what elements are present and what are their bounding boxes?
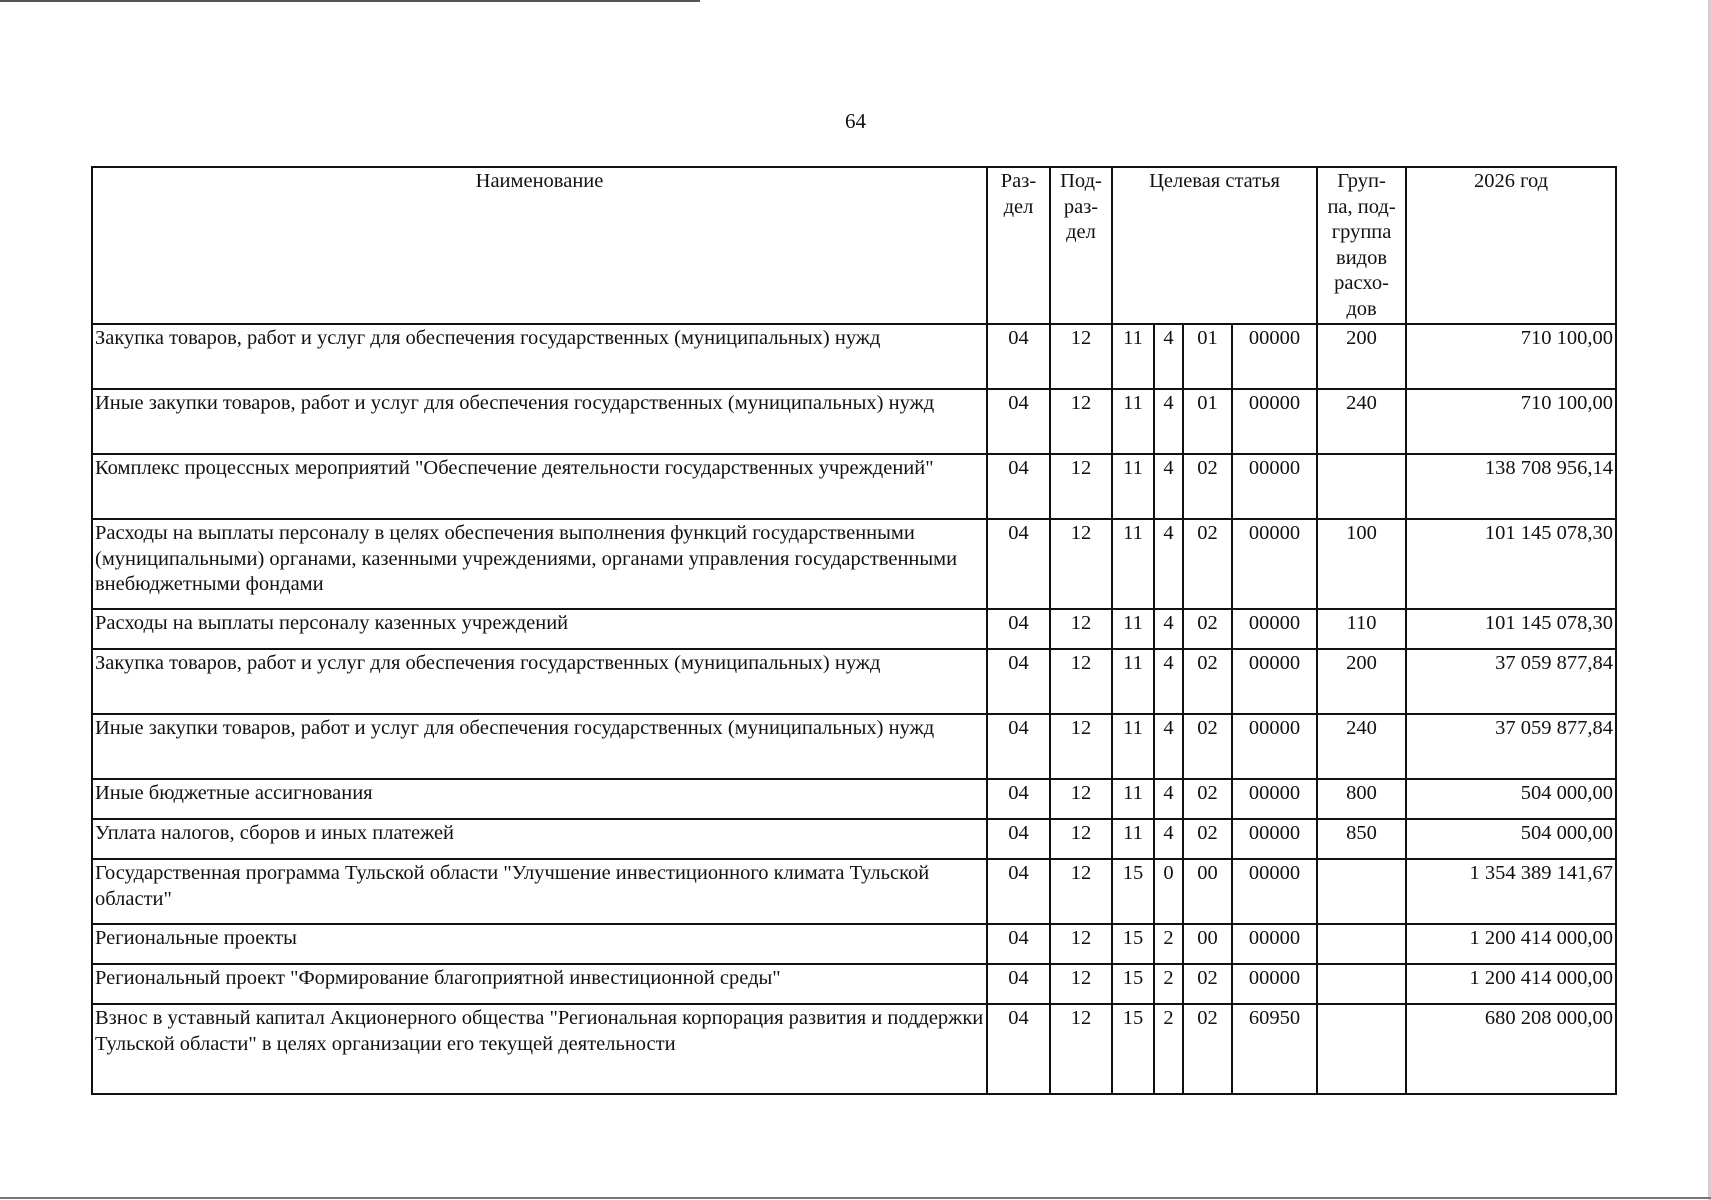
row-subsection: 12 <box>1050 714 1112 779</box>
table-row <box>92 964 1616 1004</box>
table-header-row <box>92 167 1616 324</box>
row-target-direction: 00000 <box>1232 819 1317 859</box>
row-expense-group <box>1317 859 1406 924</box>
row-section: 04 <box>987 389 1050 454</box>
row-target-type: 4 <box>1154 519 1183 609</box>
row-expense-group: 850 <box>1317 819 1406 859</box>
row-target-structure: 02 <box>1183 1004 1232 1094</box>
row-name: Уплата налогов, сборов и иных платежей <box>92 819 987 859</box>
row-expense-group: 200 <box>1317 324 1406 389</box>
row-target-direction: 00000 <box>1232 779 1317 819</box>
row-expense-group <box>1317 1004 1406 1094</box>
row-section: 04 <box>987 859 1050 924</box>
row-expense-group <box>1317 454 1406 519</box>
row-target-program: 11 <box>1112 519 1154 609</box>
row-name: Государственная программа Тульской области "Улучшение инвестиционного климата Тульской области" <box>92 859 987 924</box>
row-name: Закупка товаров, работ и услуг для обеспечения государственных (муниципальных) нужд <box>92 324 987 389</box>
row-subsection: 12 <box>1050 609 1112 649</box>
row-target-type: 2 <box>1154 924 1183 964</box>
row-subsection: 12 <box>1050 779 1112 819</box>
table-row <box>92 714 1616 779</box>
row-target-structure: 02 <box>1183 649 1232 714</box>
row-subsection: 12 <box>1050 1004 1112 1094</box>
row-name: Комплекс процессных мероприятий "Обеспечение деятельности государственных учреждений" <box>92 454 987 519</box>
row-target-structure: 00 <box>1183 924 1232 964</box>
row-target-type: 2 <box>1154 964 1183 1004</box>
row-target-program: 11 <box>1112 714 1154 779</box>
row-amount: 138 708 956,14 <box>1406 454 1616 519</box>
row-expense-group: 240 <box>1317 714 1406 779</box>
scan-edge-top <box>0 0 700 2</box>
row-name: Региональный проект "Формирование благоприятной инвестиционной среды" <box>92 964 987 1004</box>
row-target-program: 15 <box>1112 859 1154 924</box>
table-row <box>92 859 1616 924</box>
row-section: 04 <box>987 324 1050 389</box>
row-subsection: 12 <box>1050 649 1112 714</box>
row-target-program: 15 <box>1112 1004 1154 1094</box>
row-amount: 1 354 389 141,67 <box>1406 859 1616 924</box>
header-section: Раз- дел <box>987 167 1050 324</box>
table-row <box>92 389 1616 454</box>
row-expense-group <box>1317 964 1406 1004</box>
row-name: Расходы на выплаты персоналу в целях обеспечения выполнения функций государственными (муниципальными) органами, казенными учреждениями, органами управления государственными внебюджетными фондами <box>92 519 987 609</box>
header-expense-group: Груп- па, под- группа видов расхо- дов <box>1317 167 1406 324</box>
table-row <box>92 924 1616 964</box>
row-subsection: 12 <box>1050 454 1112 519</box>
row-target-program: 11 <box>1112 454 1154 519</box>
row-target-direction: 00000 <box>1232 454 1317 519</box>
row-section: 04 <box>987 714 1050 779</box>
row-section: 04 <box>987 519 1050 609</box>
row-target-program: 15 <box>1112 924 1154 964</box>
row-amount: 101 145 078,30 <box>1406 519 1616 609</box>
row-target-direction: 00000 <box>1232 519 1317 609</box>
row-section: 04 <box>987 819 1050 859</box>
row-amount: 504 000,00 <box>1406 779 1616 819</box>
row-target-structure: 02 <box>1183 714 1232 779</box>
row-target-direction: 00000 <box>1232 389 1317 454</box>
table-row <box>92 779 1616 819</box>
row-target-type: 2 <box>1154 1004 1183 1094</box>
header-subsection: Под- раз- дел <box>1050 167 1112 324</box>
row-amount: 1 200 414 000,00 <box>1406 924 1616 964</box>
row-subsection: 12 <box>1050 389 1112 454</box>
row-target-direction: 00000 <box>1232 924 1317 964</box>
row-amount: 37 059 877,84 <box>1406 649 1616 714</box>
row-target-direction: 00000 <box>1232 964 1317 1004</box>
row-target-type: 4 <box>1154 454 1183 519</box>
row-target-type: 4 <box>1154 609 1183 649</box>
row-expense-group: 100 <box>1317 519 1406 609</box>
row-target-structure: 02 <box>1183 779 1232 819</box>
row-name: Расходы на выплаты персоналу казенных учреждений <box>92 609 987 649</box>
row-section: 04 <box>987 1004 1050 1094</box>
row-target-direction: 60950 <box>1232 1004 1317 1094</box>
row-target-structure: 01 <box>1183 389 1232 454</box>
row-target-type: 4 <box>1154 714 1183 779</box>
row-target-structure: 02 <box>1183 819 1232 859</box>
row-section: 04 <box>987 924 1050 964</box>
row-target-program: 11 <box>1112 389 1154 454</box>
row-target-structure: 02 <box>1183 964 1232 1004</box>
row-target-direction: 00000 <box>1232 609 1317 649</box>
budget-table <box>91 166 1617 1095</box>
row-target-structure: 01 <box>1183 324 1232 389</box>
row-subsection: 12 <box>1050 924 1112 964</box>
row-amount: 37 059 877,84 <box>1406 714 1616 779</box>
row-name: Закупка товаров, работ и услуг для обеспечения государственных (муниципальных) нужд <box>92 649 987 714</box>
row-name: Иные закупки товаров, работ и услуг для обеспечения государственных (муниципальных) нужд <box>92 389 987 454</box>
row-amount: 101 145 078,30 <box>1406 609 1616 649</box>
row-target-program: 11 <box>1112 324 1154 389</box>
row-name: Взнос в уставный капитал Акционерного общества "Региональная корпорация развития и поддержки Тульской области" в целях организации его текущей деятельности <box>92 1004 987 1094</box>
row-target-program: 11 <box>1112 609 1154 649</box>
row-target-direction: 00000 <box>1232 649 1317 714</box>
row-subsection: 12 <box>1050 859 1112 924</box>
row-target-type: 4 <box>1154 649 1183 714</box>
scan-edge-bottom <box>0 1197 1711 1199</box>
row-subsection: 12 <box>1050 324 1112 389</box>
row-name: Иные закупки товаров, работ и услуг для обеспечения государственных (муниципальных) нужд <box>92 714 987 779</box>
row-expense-group: 200 <box>1317 649 1406 714</box>
row-target-type: 4 <box>1154 819 1183 859</box>
row-amount: 1 200 414 000,00 <box>1406 964 1616 1004</box>
table-row <box>92 649 1616 714</box>
table-row <box>92 324 1616 389</box>
row-expense-group: 240 <box>1317 389 1406 454</box>
row-expense-group <box>1317 924 1406 964</box>
row-target-type: 4 <box>1154 324 1183 389</box>
row-target-direction: 00000 <box>1232 859 1317 924</box>
row-amount: 710 100,00 <box>1406 389 1616 454</box>
table-row <box>92 819 1616 859</box>
row-section: 04 <box>987 779 1050 819</box>
row-subsection: 12 <box>1050 964 1112 1004</box>
header-name: Наименование <box>92 167 987 324</box>
row-target-type: 4 <box>1154 389 1183 454</box>
table-row <box>92 609 1616 649</box>
row-amount: 504 000,00 <box>1406 819 1616 859</box>
row-amount: 710 100,00 <box>1406 324 1616 389</box>
row-target-program: 11 <box>1112 649 1154 714</box>
row-target-type: 4 <box>1154 779 1183 819</box>
row-target-program: 11 <box>1112 779 1154 819</box>
page-number: 64 <box>845 109 866 133</box>
row-subsection: 12 <box>1050 819 1112 859</box>
table-row <box>92 454 1616 519</box>
row-target-structure: 02 <box>1183 519 1232 609</box>
row-section: 04 <box>987 454 1050 519</box>
row-expense-group: 110 <box>1317 609 1406 649</box>
row-section: 04 <box>987 649 1050 714</box>
row-target-structure: 02 <box>1183 609 1232 649</box>
row-target-program: 15 <box>1112 964 1154 1004</box>
row-expense-group: 800 <box>1317 779 1406 819</box>
row-name: Региональные проекты <box>92 924 987 964</box>
header-target-article: Целевая статья <box>1112 167 1317 324</box>
row-target-type: 0 <box>1154 859 1183 924</box>
table-row <box>92 1004 1616 1094</box>
table-row <box>92 519 1616 609</box>
row-target-structure: 02 <box>1183 454 1232 519</box>
row-target-direction: 00000 <box>1232 714 1317 779</box>
row-section: 04 <box>987 609 1050 649</box>
row-name: Иные бюджетные ассигнования <box>92 779 987 819</box>
row-target-structure: 00 <box>1183 859 1232 924</box>
row-amount: 680 208 000,00 <box>1406 1004 1616 1094</box>
row-target-direction: 00000 <box>1232 324 1317 389</box>
row-target-program: 11 <box>1112 819 1154 859</box>
header-year: 2026 год <box>1406 167 1616 324</box>
row-section: 04 <box>987 964 1050 1004</box>
row-subsection: 12 <box>1050 519 1112 609</box>
